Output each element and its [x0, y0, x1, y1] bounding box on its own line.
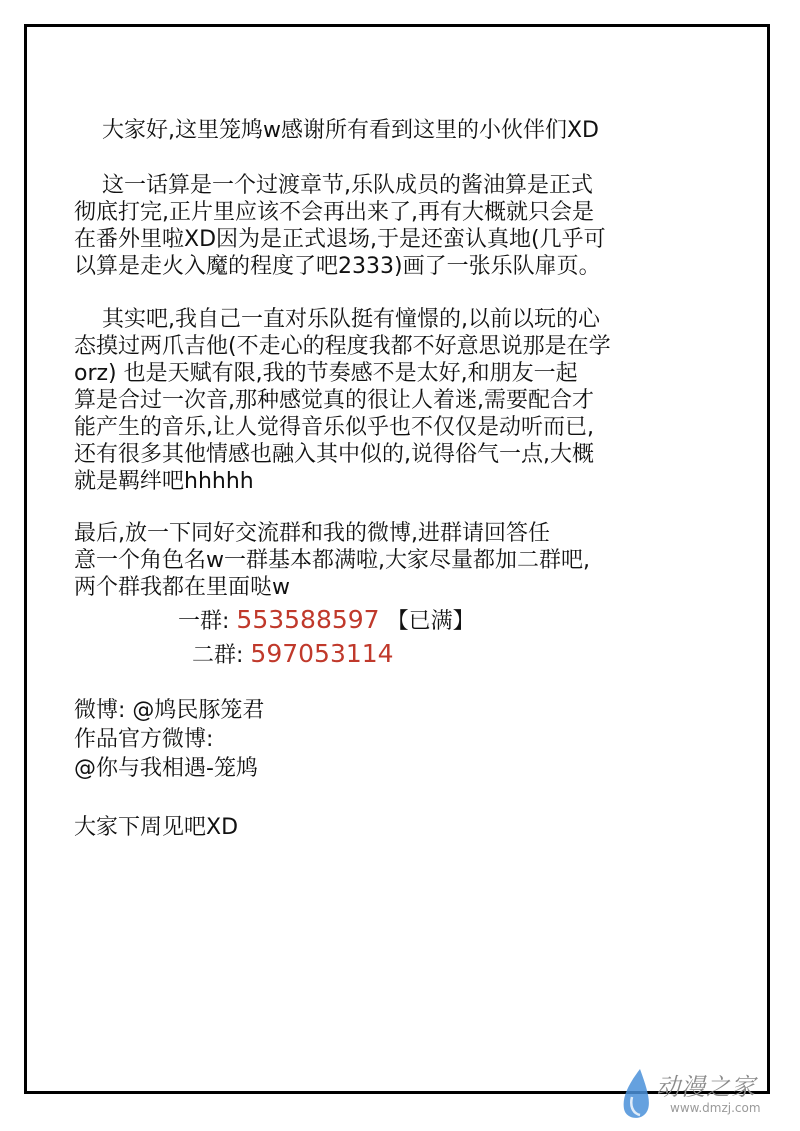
water-drop-icon: [618, 1067, 658, 1121]
watermark: [618, 1065, 778, 1123]
group-1-label: 一群:: [178, 609, 230, 634]
weibo-line-2: 作品官方微博:: [74, 727, 214, 752]
weibo-line-1: 微博: @鸠民豚笼君: [74, 698, 265, 723]
para2-line-2: 态摸过两爪吉他(不走心的程度我都不好意思说那是在学: [74, 334, 611, 359]
group-1-status: 【已满】: [386, 609, 475, 634]
paragraph-groups-intro: [74, 520, 754, 601]
paragraph-band-feelings: [74, 306, 754, 495]
para1-line-3: 在番外里啦XD因为是正式退场,于是还蛮认真地(几乎可: [74, 227, 606, 252]
para1-line-2: 彻底打完,正片里应该不会再出来了,再有大概就只会是: [74, 200, 594, 225]
group-1-number: 553588597: [236, 605, 380, 634]
para2-line-5: 能产生的音乐,让人觉得音乐似乎也不仅仅是动听而已,: [74, 415, 594, 440]
para3-line-2: 意一个角色名w一群基本都满啦,大家尽量都加二群吧,: [74, 548, 590, 573]
para2-line-1: 其实吧,我自己一直对乐队挺有憧憬的,以前以玩的心: [102, 307, 600, 332]
group-1-line: [178, 604, 475, 638]
para1-line-1: 这一话算是一个过渡章节,乐队成员的酱油算是正式: [102, 173, 593, 198]
weibo-block: [74, 696, 754, 783]
para3-line-1: 最后,放一下同好交流群和我的微博,进群请回答任: [74, 521, 550, 546]
group-2-number: 597053114: [250, 639, 394, 668]
para2-line-6: 还有很多其他情感也融入其中似的,说得俗气一点,大概: [74, 442, 594, 467]
closing-line: [74, 814, 754, 841]
para1-line-4: 以算是走火入魔的程度了吧2333)画了一张乐队扉页。: [74, 254, 601, 279]
intro-line: 大家好,这里笼鸠w感谢所有看到这里的小伙伴们XD: [102, 118, 599, 143]
intro-paragraph: [74, 117, 754, 144]
watermark-name: 动漫之家: [656, 1073, 756, 1101]
paragraph-transition-chapter: [74, 172, 754, 280]
group-2-label: 二群:: [192, 643, 244, 668]
watermark-url: www.dmzj.com: [670, 1101, 761, 1115]
group-2-line: [192, 638, 394, 672]
closing-text: 大家下周见吧XD: [74, 815, 239, 840]
para2-line-7: 就是羁绊吧hhhhh: [74, 469, 254, 494]
weibo-line-3: @你与我相遇-笼鸠: [74, 756, 258, 781]
para2-line-3: orz) 也是天赋有限,我的节奏感不是太好,和朋友一起: [74, 361, 578, 386]
para2-line-4: 算是合过一次音,那种感觉真的很让人着迷,需要配合才: [74, 388, 594, 413]
para3-line-3: 两个群我都在里面哒w: [74, 575, 290, 600]
